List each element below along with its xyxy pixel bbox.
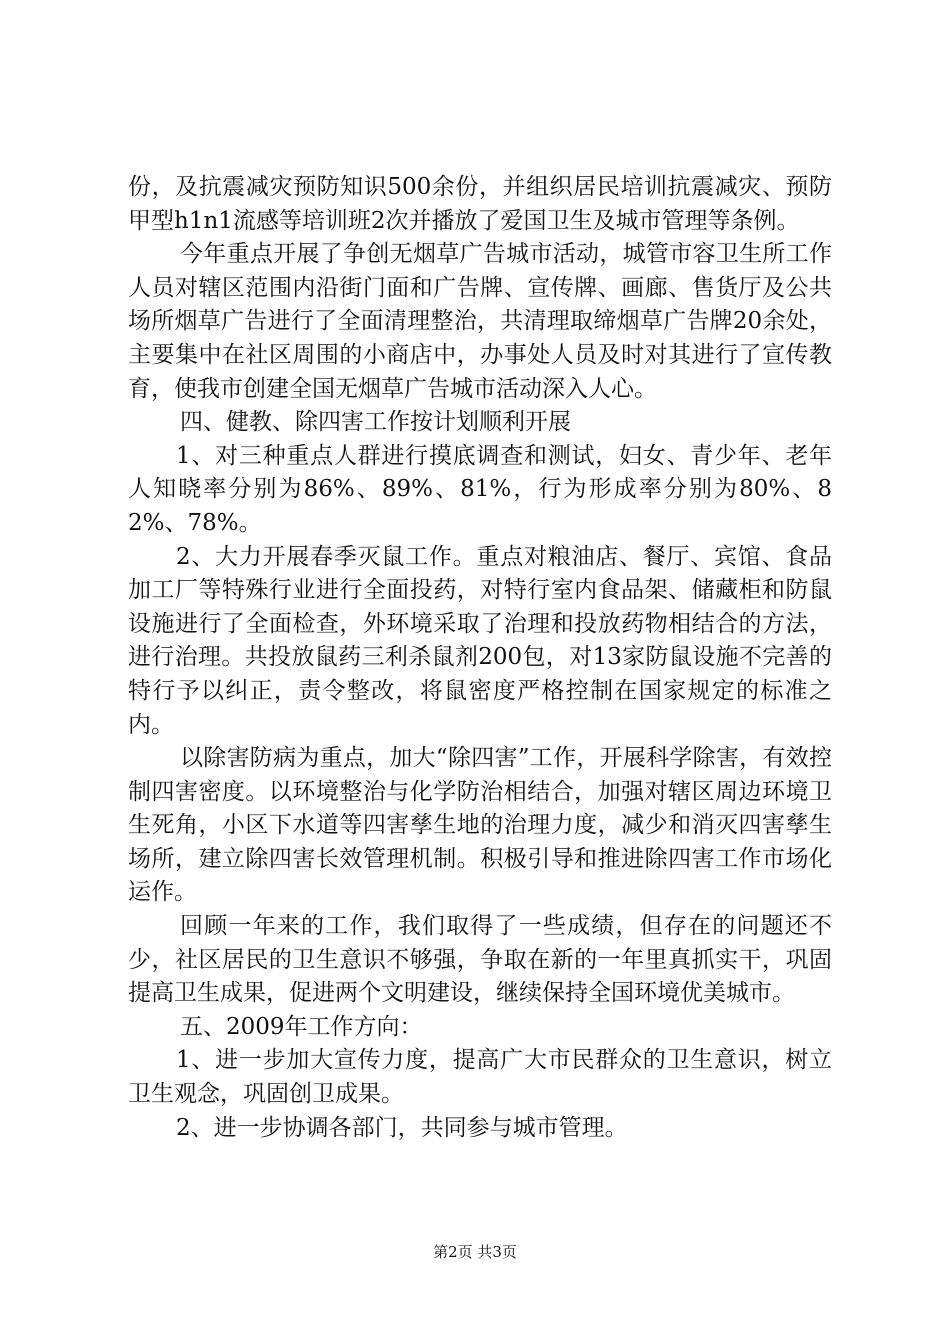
list-item-survey: 1、对三种重点人群进行摸底调查和测试，妇女、青少年、老年人知晓率分别为86%、89%、81%，行为形成率分别为80%、82%、78%。 xyxy=(128,442,832,536)
paragraph-review: 回顾一年来的工作，我们取得了一些成绩，但存在的问题还不少，社区居民的卫生意识不够强，争取在新的一年里真抓实干，巩固提高卫生成果，促进两个文明建设，继续保持全国环境优美城市。 xyxy=(128,913,832,1007)
section-heading-2009-direction: 五、2009年工作方向： xyxy=(180,1013,423,1040)
list-item-rodent-control: 2、大力开展春季灭鼠工作。重点对粮油店、餐厅、宾馆、食品加工厂等特殊行业进行全面投药，对特行室内食品架、储藏柜和防鼠设施进行了全面检查，外环境采取了治理和投放药物相结合的方法，进行治理。共投放鼠药三利杀鼠剂200包，对13家防鼠设施不完善的特行予以纠正，责令整改，将鼠密度严格控制在国家规定的标准之内。 xyxy=(128,543,832,738)
paragraph-continuation: 份，及抗震减灾预防知识500余份，并组织居民培训抗震减灾、预防甲型h1n1流感等培训班2次并播放了爱国卫生及城市管理等条例。 xyxy=(128,174,832,234)
document-body xyxy=(128,171,832,1145)
paragraph-smoke-free-campaign: 今年重点开展了争创无烟草广告城市活动，城管市容卫生所工作人员对辖区范围内沿街门面和广告牌、宣传牌、画廊、售货厅及公共场所烟草广告进行了全面清理整治，共清理取缔烟草广告牌20余处，主要集中在社区周围的小商店中，办事处人员及时对其进行了宣传教育，使我市创建全国无烟草广告城市活动深入人心。 xyxy=(128,241,832,402)
page-number-label: 第2页 共3页 xyxy=(433,1243,517,1261)
list-item-coordination: 2、进一步协调各部门，共同参与城市管理。 xyxy=(176,1114,628,1141)
section-heading-health-education: 四、健教、除四害工作按计划顺利开展 xyxy=(180,409,571,436)
list-item-publicity: 1、进一步加大宣传力度，提高广大市民群众的卫生意识，树立卫生观念，巩固创卫成果。 xyxy=(128,1047,832,1108)
paragraph-pest-control: 以除害防病为重点，加大“除四害”工作，开展科学除害，有效控制四害密度。以环境整治与化学防治相结合，加强对辖区周边环境卫生死角，小区下水道等四害孳生地的治理力度，减少和消灭四害孳生场所，建立除四害长效管理机制。积极引导和推进除四害工作市场化运作。 xyxy=(128,745,832,906)
page-footer xyxy=(0,1242,950,1262)
